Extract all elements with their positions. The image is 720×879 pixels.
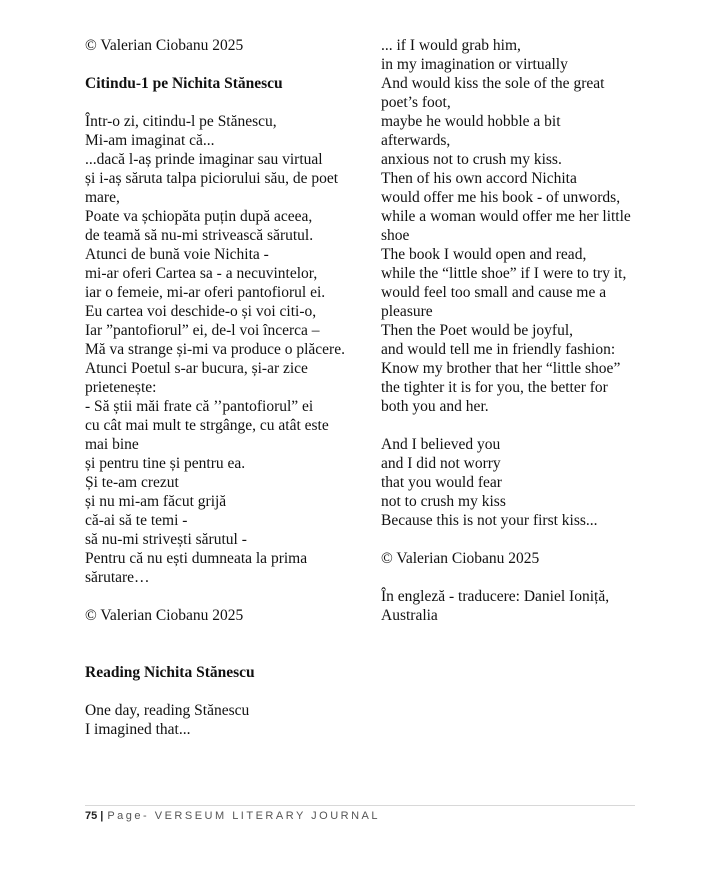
page-footer <box>85 810 380 822</box>
poem-line: Într-o zi, citindu-l pe Stănescu, <box>85 113 277 130</box>
poem-line: that you would fear <box>381 474 502 491</box>
spacer <box>85 682 353 701</box>
copyright-line: © Valerian Ciobanu 2025 <box>85 37 244 54</box>
left-column <box>85 36 353 739</box>
poem-line: Poate va șchiopăta puțin după aceea, <box>85 208 313 225</box>
poem-line: Mă va strange și-mi va produce o plăcere. <box>85 341 345 358</box>
poem-english-start <box>85 701 353 739</box>
poem-line: I imagined that... <box>85 721 191 738</box>
poem-line: ...dacă l-aș prinde imaginar sau virtual <box>85 151 323 168</box>
poem-line: Mi-am imaginat că... <box>85 132 215 149</box>
poem-title-english: Reading Nichita Stănescu <box>85 664 255 681</box>
spacer <box>85 644 353 663</box>
poem-line: iar o femeie, mi-ar oferi pantofiorul ei. <box>85 284 326 301</box>
footer-separator: | <box>100 810 104 822</box>
spacer <box>85 587 353 606</box>
spacer <box>381 416 631 435</box>
poem-line: Și te-am crezut <box>85 474 179 491</box>
poem-line: Then the Poet would be joyful, <box>381 322 573 339</box>
poem-line: cu cât mai mult te strgânge, cu atât este mai bine <box>85 417 329 453</box>
poem-line: Eu cartea voi deschide-o și voi citi-o, <box>85 303 317 320</box>
poem-line: să nu-mi strivești sărutul - <box>85 531 247 548</box>
poem-line: while the “little shoe” if I were to try it, <box>381 265 627 282</box>
poem-line: the tighter it is for you, the better for both you and her. <box>381 379 608 415</box>
poem-line: și i-aș săruta talpa piciorului său, de poet mare, <box>85 170 339 206</box>
poem-line: The book I would open and read, <box>381 246 587 263</box>
poem-line: Iar ”pantofiorul” ei, de-l voi încerca – <box>85 322 320 339</box>
poem-line: și nu mi-am făcut grijă <box>85 493 227 510</box>
poem-line: mi-ar oferi Cartea sa - a necuvintelor, <box>85 265 318 282</box>
journal-name: Page- VERSEUM LITERARY JOURNAL <box>107 810 380 822</box>
poem-line: Because this is not your first kiss... <box>381 512 598 529</box>
poem-line: and I did not worry <box>381 455 501 472</box>
right-column <box>381 36 631 625</box>
poem-english-ending <box>381 435 631 530</box>
poem-line: And would kiss the sole of the great poet’s foot, <box>381 75 605 111</box>
poem-line: anxious not to crush my kiss. <box>381 151 562 168</box>
translation-credit: În engleză - traducere: Daniel Ioniță, Australia <box>381 588 610 624</box>
poem-line: and would tell me in friendly fashion: <box>381 341 616 358</box>
poem-line: Know my brother that her “little shoe” <box>381 360 621 377</box>
spacer <box>381 530 631 549</box>
spacer <box>381 568 631 587</box>
spacer <box>85 55 353 74</box>
poem-line: de teamă să nu-mi strivească sărutul. <box>85 227 314 244</box>
poem-line: in my imagination or virtually <box>381 56 568 73</box>
poem-line: while a woman would offer me her little shoe <box>381 208 631 244</box>
poem-line: Atunci de bună voie Nichita - <box>85 246 269 263</box>
poem-line: și pentru tine și pentru ea. <box>85 455 246 472</box>
poem-english-continued <box>381 36 631 416</box>
spacer <box>85 625 353 644</box>
page-number: 75 <box>85 810 98 822</box>
poem-line: Pentru că nu ești dumneata la prima sărutare… <box>85 550 308 586</box>
footer-divider <box>85 805 635 806</box>
poem-line: And I believed you <box>381 436 501 453</box>
poem-line: would offer me his book - of unwords, <box>381 189 621 206</box>
copyright-line: © Valerian Ciobanu 2025 <box>381 550 540 567</box>
copyright-line: © Valerian Ciobanu 2025 <box>85 607 244 624</box>
poem-line: One day, reading Stănescu <box>85 702 250 719</box>
poem-line: would feel too small and cause me a pleasure <box>381 284 607 320</box>
poem-line: - Să știi măi frate că ’’pantofiorul” ei <box>85 398 314 415</box>
poem-line: că-ai să te temi - <box>85 512 188 529</box>
spacer <box>85 93 353 112</box>
poem-line: Then of his own accord Nichita <box>381 170 577 187</box>
poem-line: maybe he would hobble a bit afterwards, <box>381 113 561 149</box>
poem-line: ... if I would grab him, <box>381 37 521 54</box>
poem-line: Atunci Poetul s-ar bucura, și-ar zice prietenește: <box>85 360 308 396</box>
poem-romanian <box>85 112 353 587</box>
poem-title-romanian: Citindu-1 pe Nichita Stănescu <box>85 75 283 92</box>
poem-line: not to crush my kiss <box>381 493 506 510</box>
